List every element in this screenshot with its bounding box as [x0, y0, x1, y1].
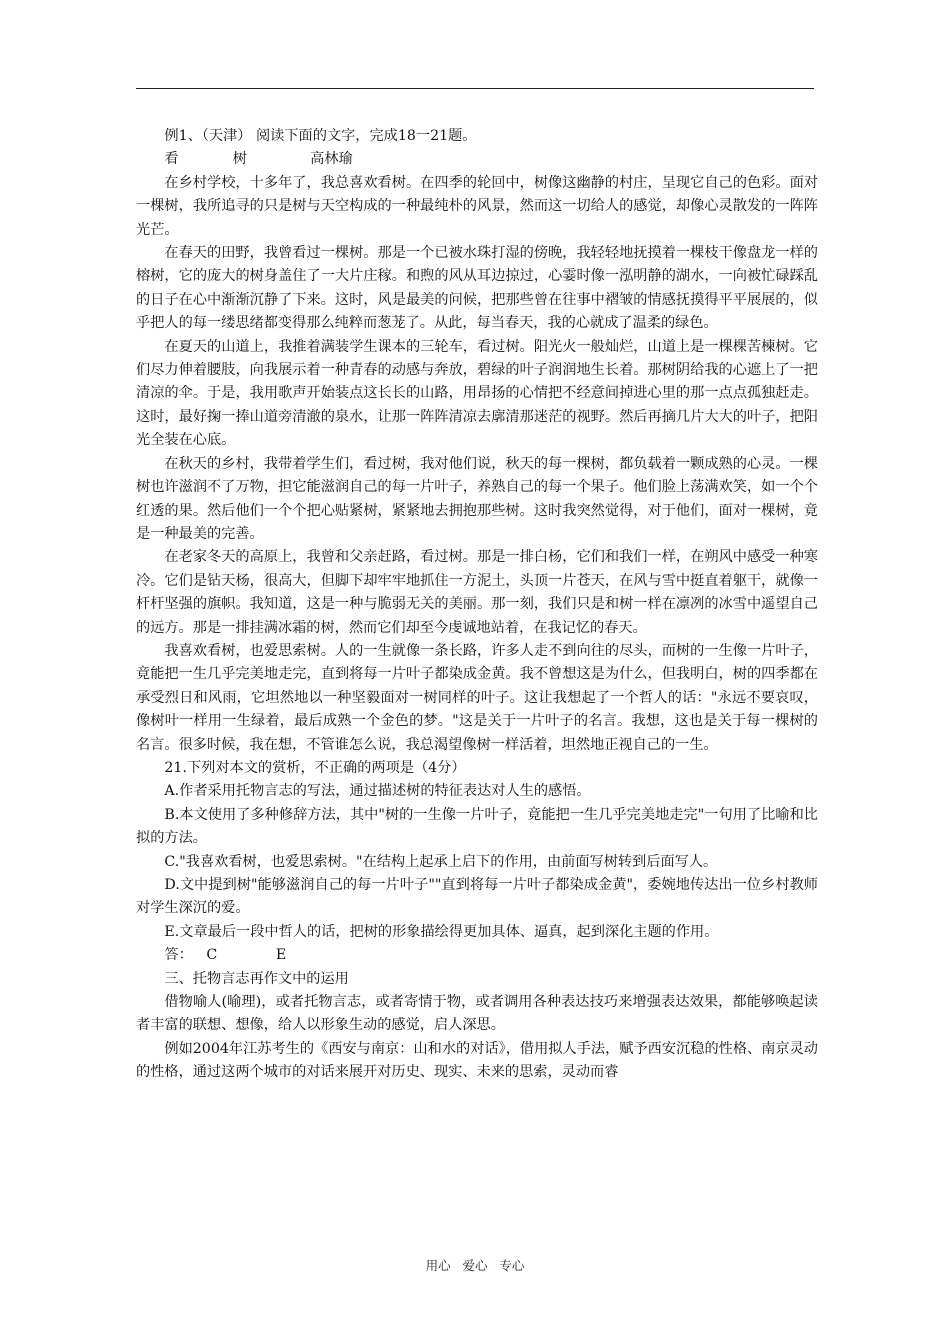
- question-stem: 21.下列对本文的赏析，不正确的两项是（4分）: [164, 759, 466, 776]
- header-rule: [136, 88, 814, 89]
- essay-paragraph: 我喜欢看树，也爱思索树。人的一生就像一条长路，许多人走不到向往的尽头，而树的一生像一片叶子，竟能把一生几乎完美地走完，直到将每一片叶子都染成金黄。我不曾想这是为什么，但我明白，树的四季都在承受烈日和风雨，它坦然地以一种坚毅面对一树同样的叶子。这让我想起了一个哲人的话："永远不要哀叹，像树叶一样用一生绿着，最后成熟一个金色的梦。"这是关于一片叶子的名言。我想，这也是关于每一棵树的名言。很多时候，我在想，不管谁怎么说，我总渴望像树一样活着，坦然地正视自己的一生。: [136, 642, 818, 753]
- document-body: [136, 125, 818, 1085]
- essay-title-line: [136, 148, 818, 171]
- answer-choice-1: C: [206, 947, 218, 964]
- answer-label: 答：: [164, 947, 193, 964]
- question-option-b: B.本文使用了多种修辞方法，其中"树的一生像一片叶子，竟能把一生几乎完美地走完"一句用了比喻和比拟的方法。: [136, 806, 818, 847]
- section-paragraph: 借物喻人(喻理)，或者托物言志，或者寄情于物，或者调用各种表达技巧来增强表达效果，都能够唤起读者丰富的联想、想像，给人以形象生动的感觉，启人深思。: [136, 994, 818, 1034]
- essay-paragraph: 在春天的田野，我曾看过一棵树。那是一个已被水珠打湿的傍晚，我轻轻地抚摸着一棵枝干像盘龙一样的榕树，它的庞大的树身盖住了一大片庄稼。和煦的风从耳边掠过，心霎时像一泓明静的湖水，一向被忙碌踩乱的日子在心中渐渐沉静了下来。这时，风是最美的问候，把那些曾在往事中褶皱的情感抚摸得平平展展的，似乎把人的每一缕思绪都变得那么纯粹而葱茏了。从此，每当春天，我的心就成了温柔的绿色。: [136, 245, 818, 332]
- essay-paragraph: 在夏天的山道上，我推着满装学生课本的三轮车，看过树。阳光火一般灿烂，山道上是一棵棵苦楝树。它们尽力伸着腰肢，向我展示着一种青春的动感与奔放，碧绿的叶子润润地生长着。那树阴给我的心遮上了一把清凉的伞。于是，我用歌声开始装点这长长的山路，用昂扬的心情把不经意间掉进心里的那一点点孤独赶走。这时，最好掬一捧山道旁清澈的泉水，让那一阵阵清凉去廓清那迷茫的视野。然后再摘几片大大的叶子，把阳光全装在心底。: [136, 338, 818, 449]
- example-heading: 例1、（天津） 阅读下面的文字，完成18一21题。: [164, 128, 477, 144]
- essay-paragraph: 在秋天的乡村，我带着学生们，看过树，我对他们说，秋天的每一棵树，都负载着一颗成熟的心灵。一棵树也许滋润不了万物，担它能滋润自己的每一片叶子，养熟自己的每一个果子。他们脸上荡满欢笑，如一个个红透的果。然后他们一个个把心贴紧树，紧紧地去拥抱那些树。这时我突然觉得，对于他们，面对一棵树，竟是一种最美的完善。: [136, 455, 818, 542]
- essay-title-char-2: 树: [232, 151, 247, 168]
- answer-choice-2: E: [275, 947, 287, 964]
- section-paragraph: 例如2004年江苏考生的《西安与南京：山和水的对话》，借用拟人手法，赋予西安沉稳的性格、南京灵动的性格，通过这两个城市的对话来展开对历史、现实、未来的思索，灵动而睿: [136, 1040, 818, 1081]
- essay-author: 高林瑜: [310, 151, 353, 168]
- essay-paragraph: 在乡村学校，十多年了，我总喜欢看树。在四季的轮回中，树像这幽静的村庄，呈现它自己的色彩。面对一棵树，我所追寻的只是树与天空构成的一种最纯朴的风景，然而这一切给人的感觉，却像心灵散发的一阵阵光芒。: [136, 174, 818, 238]
- question-option-d: D.文中提到树"能够滋润自己的每一片叶子""直到将每一片叶子都染成金黄"，委婉地传达出一位乡村教师对学生深沉的爱。: [136, 877, 818, 917]
- section-heading: 三、托物言志再作文中的运用: [164, 970, 349, 987]
- question-option-a: A.作者采用托物言志的写法，通过描述树的特征表达对人生的感悟。: [164, 783, 591, 800]
- page-footer: 用心 爱心 专心: [425, 1258, 525, 1273]
- essay-paragraph: 在老家冬天的高原上，我曾和父亲赶路，看过树。那是一排白杨，它们和我们一样，在朔风中感受一种寒冷。它们是钻天杨，很高大，但脚下却牢牢地抓住一方泥土，头顶一片苍天，在风与雪中挺直着躯干，就像一杆杆坚强的旗帜。我知道，这是一种与脆弱无关的美丽。那一刻，我们只是和树一样在凛冽的冰雪中遥望自己的远方。那是一排挂满冰霜的树，然而它们却至今虔诚地站着，在我记忆的春天。: [136, 549, 818, 636]
- essay-title-char-1: 看: [164, 151, 179, 168]
- answer-line: [136, 944, 818, 967]
- question-option-e: E.文章最后一段中哲人的话，把树的形象描绘得更加具体、逼真，起到深化主题的作用。: [164, 923, 719, 940]
- question-option-c: C."我喜欢看树，也爱思索树。"在结构上起承上启下的作用，由前面写树转到后面写人。: [164, 853, 718, 870]
